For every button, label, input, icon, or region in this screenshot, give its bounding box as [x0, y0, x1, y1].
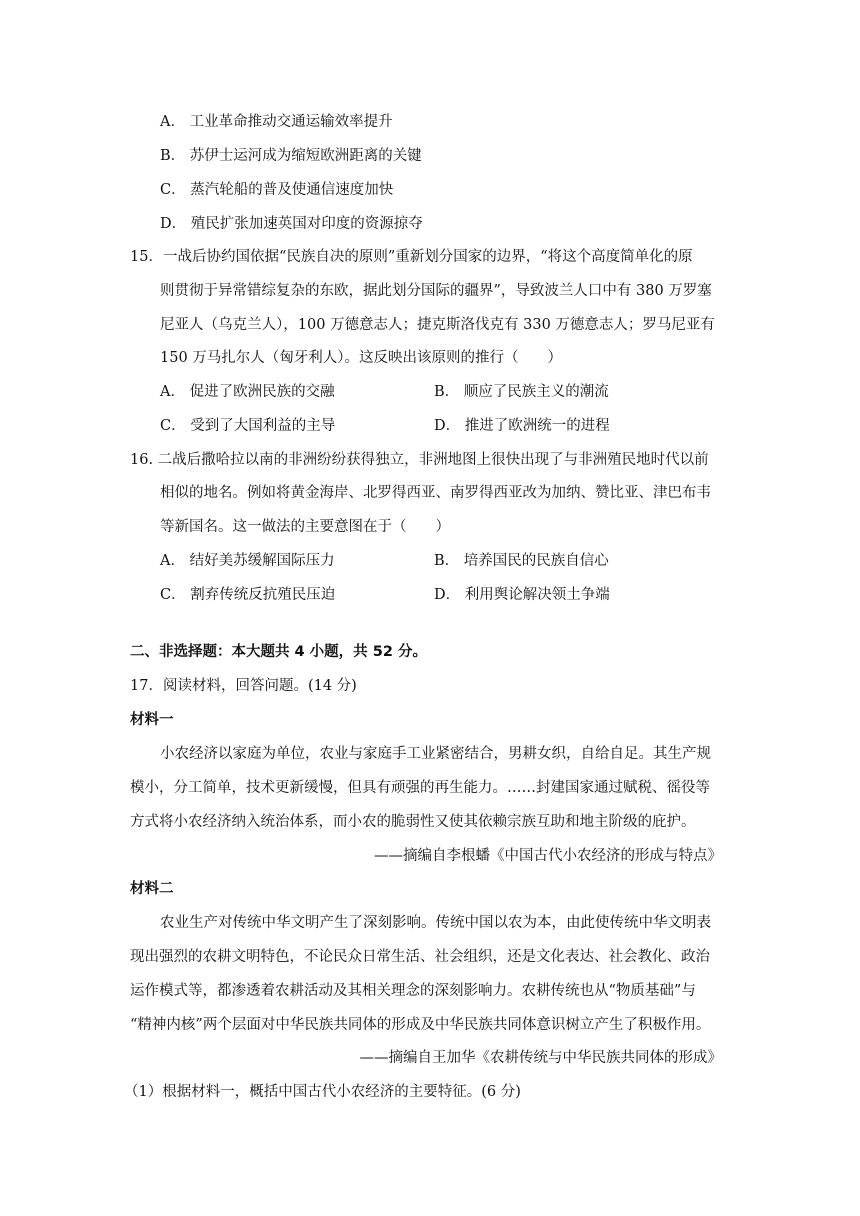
material-one-line: 小农经济以家庭为单位，农业与家庭手工业紧密结合，男耕女织，自给自足。其生产规 — [160, 746, 711, 762]
material-two-source: ——摘编自王加华《农耕传统与中华民族共同体的形成》 — [359, 1050, 722, 1066]
section-heading: 二、非选择题：本大题共 4 小题，共 52 分。 — [130, 644, 427, 660]
q16-stem-line: 16. 二战后撒哈拉以南的非洲纷纷获得独立，非洲地图上很快出现了与非洲殖民地时代以前 — [130, 452, 709, 468]
q14-option-b: B． 苏伊士运河成为缩短欧洲距离的关键 — [160, 148, 422, 164]
q15-stem-line: 则贯彻于异常错综复杂的东欧，据此划分国际的疆界”，导致波兰人口中有 380 万罗塞 — [160, 283, 712, 299]
material-one-line: 模小，分工简单，技术更新缓慢，但具有顽强的再生能力。……封建国家通过赋税、徭役等 — [130, 780, 710, 796]
q15-option-d: D． 推进了欧洲统一的进程 — [434, 418, 610, 434]
q15-stem-line: 15．一战后协约国依据“民族自决的原则”重新划分国家的边界，“将这个高度简单化的原 — [130, 249, 693, 265]
q16-option-a: A． 结好美苏缓解国际压力 — [160, 553, 335, 569]
q15-option-b: B． 顺应了民族主义的潮流 — [434, 384, 609, 400]
material-two-line: “精神内核”两个层面对中华民族共同体的形成及中华民族共同体意识树立产生了积极作用。 — [130, 1017, 711, 1033]
q14-option-a: A． 工业革命推动交通运输效率提升 — [160, 114, 393, 130]
q17-sub-question-1: （1）根据材料一，概括中国古代小农经济的主要特征。(6 分) — [124, 1084, 521, 1100]
q16-option-c: C． 割弃传统反抗殖民压迫 — [160, 587, 336, 603]
q14-option-c: C． 蒸汽轮船的普及使通信速度加快 — [160, 182, 394, 198]
material-two-line: 现出强烈的农耕文明特色，不论民众日常生活、社会组织，还是文化表达、社会教化、政治 — [130, 949, 710, 965]
q15-option-a: A． 促进了欧洲民族的交融 — [160, 384, 335, 400]
q15-option-c: C． 受到了大国利益的主导 — [160, 418, 336, 434]
material-one-label: 材料一 — [130, 712, 174, 728]
q15-stem-line: 尼亚人（乌克兰人），100 万德意志人；捷克斯洛伐克有 330 万德意志人；罗马尼亚有 — [160, 317, 715, 333]
q16-option-b: B． 培养国民的民族自信心 — [434, 553, 609, 569]
q16-option-d: D． 利用舆论解决领土争端 — [434, 587, 610, 603]
material-two-line: 运作模式等，都渗透着农耕活动及其相关理念的深刻影响力。农耕传统也从“物质基础”与 — [130, 983, 696, 999]
q17-intro: 17．阅读材料，回答问题。(14 分) — [130, 678, 357, 694]
q15-stem-line: 150 万马扎尔人（匈牙利人）。这反映出该原则的推行（ ） — [160, 350, 563, 366]
material-one-line: 方式将小农经济纳入统治体系，而小农的脆弱性又使其依赖宗族互助和地主阶级的庇护。 — [130, 814, 696, 830]
material-one-source: ——摘编自李根蟠《中国古代小农经济的形成与特点》 — [374, 848, 722, 864]
material-two-line: 农业生产对传统中华文明产生了深刻影响。传统中国以农为本，由此使传统中华文明表 — [160, 915, 711, 931]
material-two-label: 材料二 — [130, 881, 174, 897]
q14-option-d: D． 殖民扩张加速英国对印度的资源掠夺 — [160, 216, 423, 232]
q16-stem-line: 相似的地名。例如将黄金海岸、北罗得西亚、南罗得西亚改为加纳、赞比亚、津巴布韦 — [160, 485, 711, 501]
q16-stem-line: 等新国名。这一做法的主要意图在于（ ） — [160, 519, 450, 535]
